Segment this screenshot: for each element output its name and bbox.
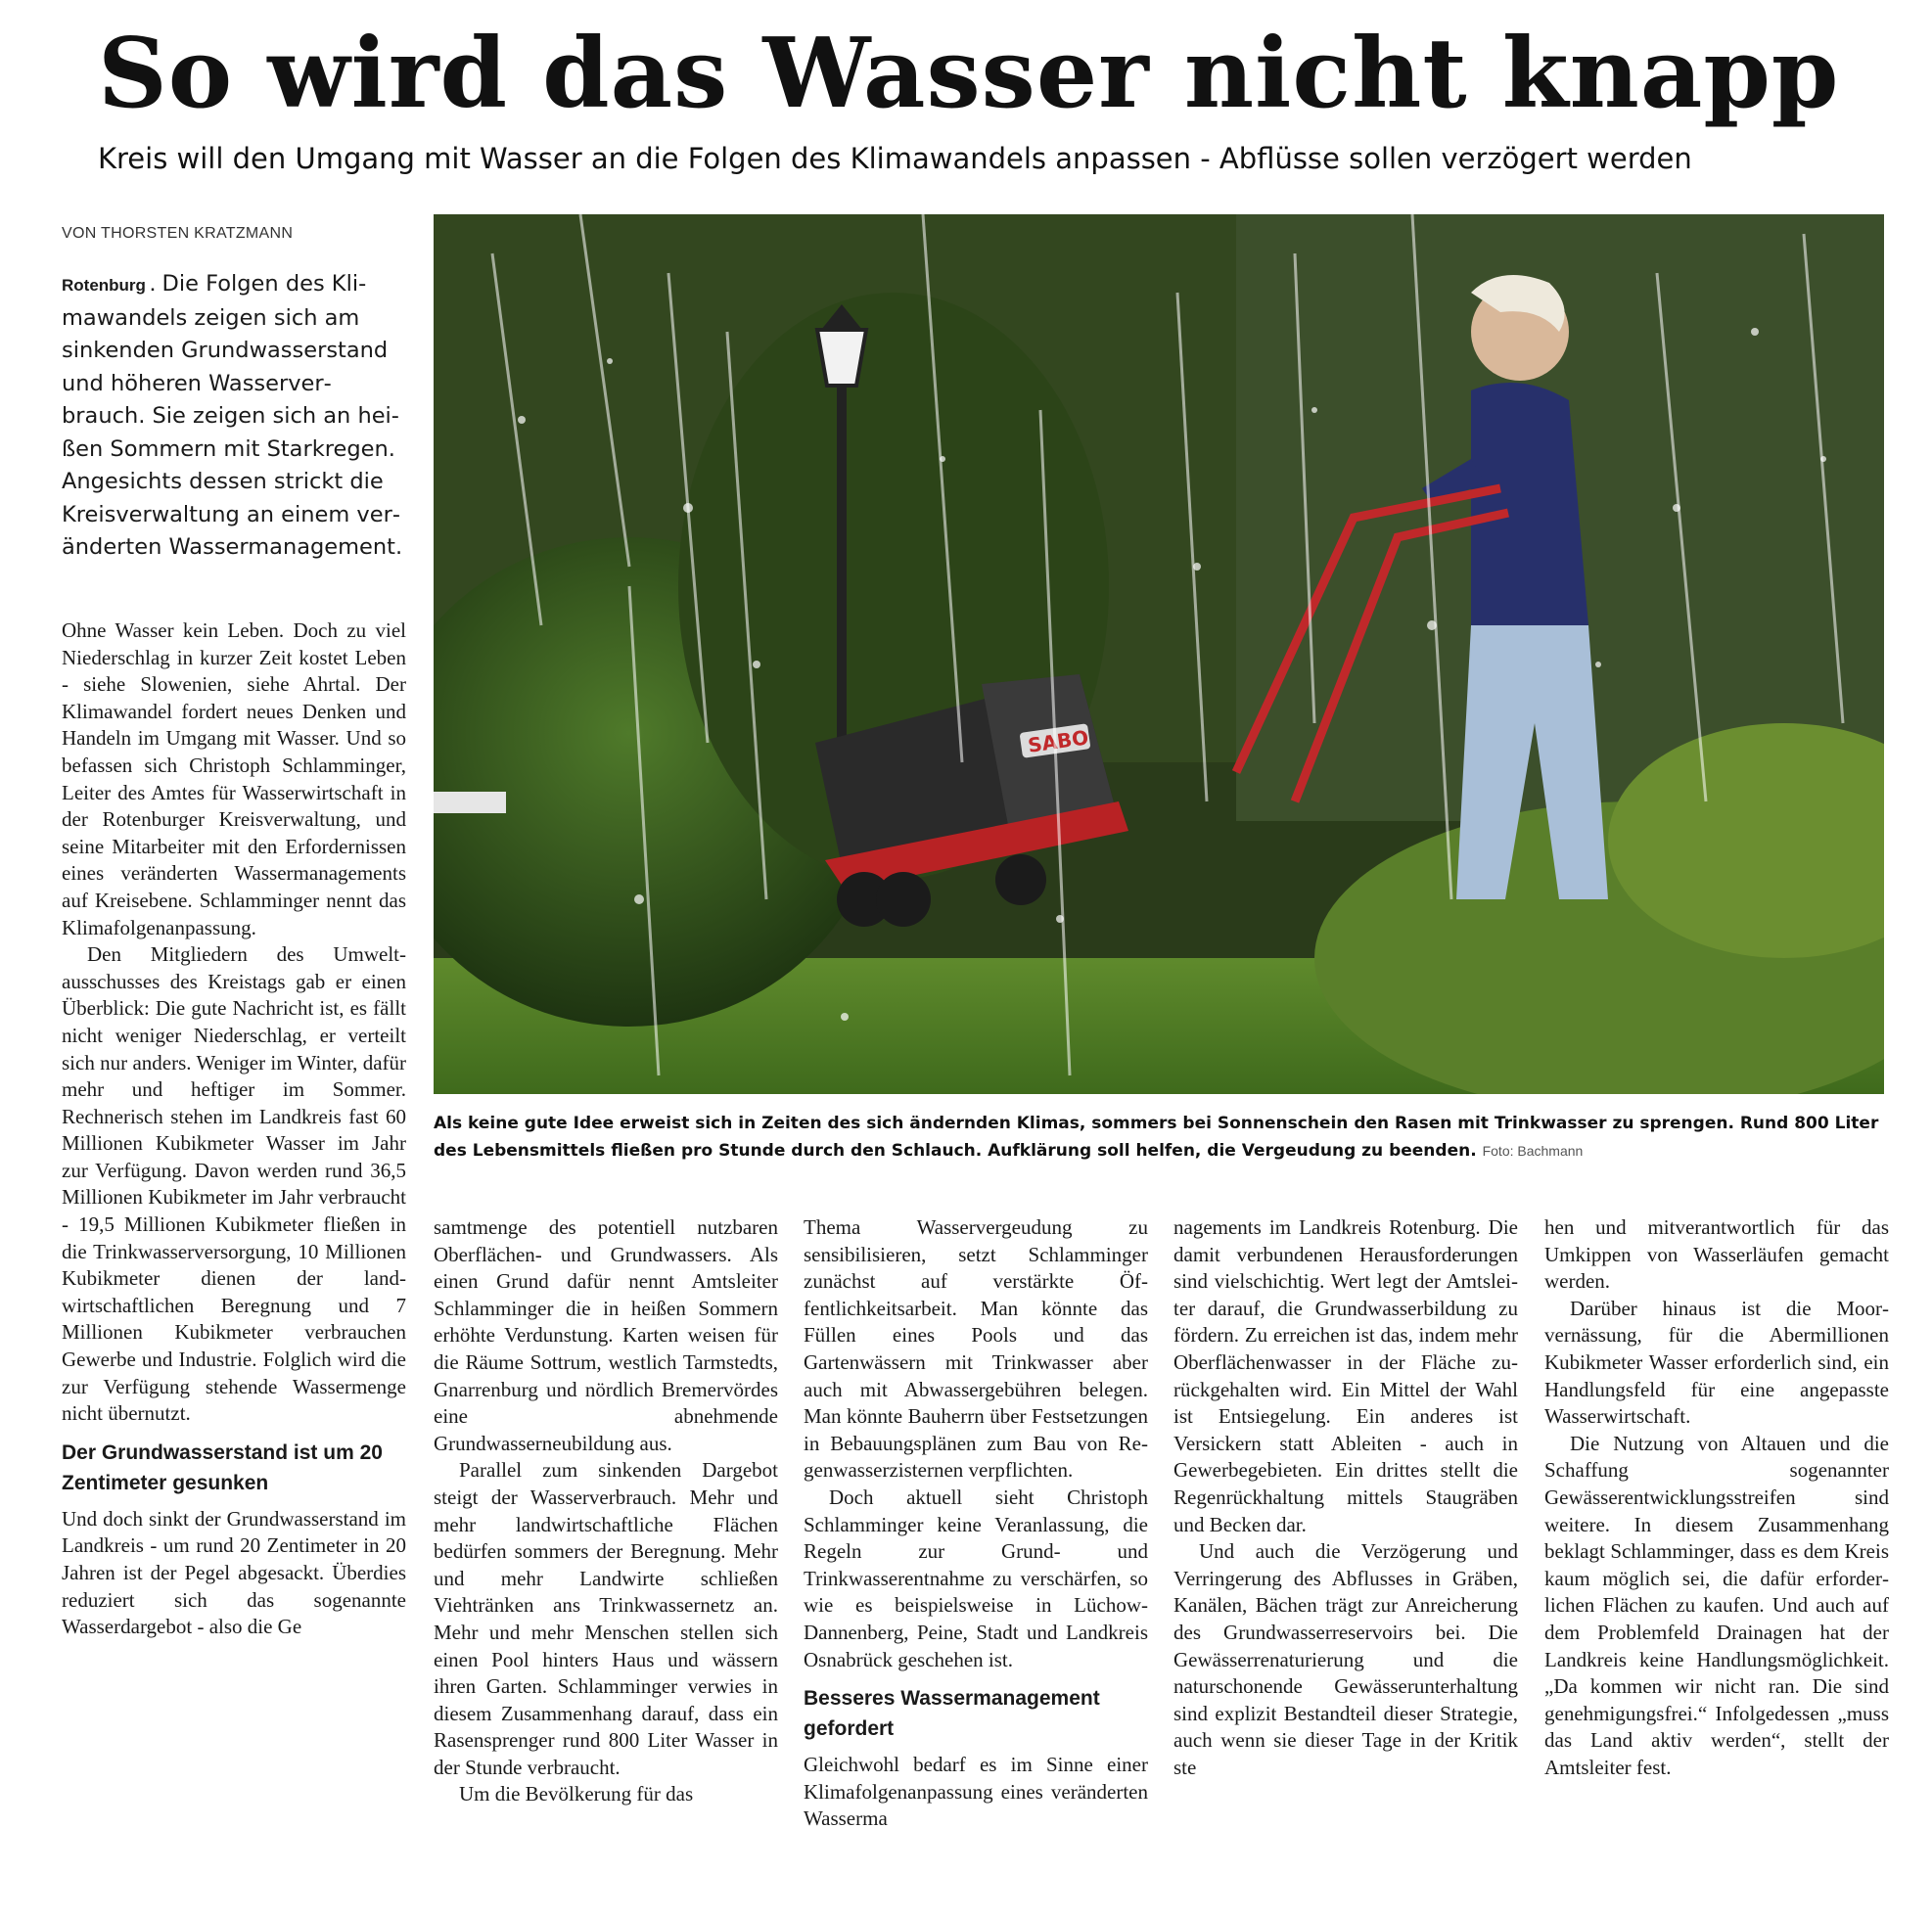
photo-credit: Foto: Bachmann: [1482, 1143, 1584, 1159]
column-4: [1173, 1214, 1518, 1781]
paragraph: Darüber hinaus ist die Moorvernässung, für die Abermillionen Kubikmeter Wasser erforderlich sind, ein Handlungsfeld für eine angepasste Wasserwirtschaft.: [1544, 1296, 1889, 1429]
paragraph: hen und mitverantwortlich für das Umkippen von Wasserläufen gemacht werden.: [1544, 1215, 1889, 1294]
paragraph: nagements im Landkreis Rotenburg. Die damit verbundenen Herausforderungen sind vielschichtig. Wert legt der Amtsleiter darauf, die Grundwasserbildung zu fördern. Zu erreichen ist das, indem mehr Oberflächenwasser in der Fläche zurückgehalten wird. Ein Mittel der Wahl ist Entsiegelung. Ein anderes ist Versickern statt Ableiten - auch in Gewerbegebieten. Ein drittes stellt die Regenrückhaltung mittels Staugräben und Becken dar.: [1173, 1215, 1518, 1536]
column-5: [1544, 1214, 1889, 1781]
byline: VON THORSTEN KRATZMANN: [62, 225, 294, 242]
mower-brand-label: SABO: [1026, 725, 1090, 757]
paragraph: Den Mitgliedern des Umweltausschusses des Kreistags gab er einen Überblick: Die gute Nachricht ist, es fällt nicht weniger Niederschlag, er verteilt sich nur anders. Weniger im Winter, dafür mehr und heftiger im Sommer. Rechnerisch stehen im Landkreis fast 60 Millionen Kubikmeter Wasser im Jahr zur Verfügung. Davon werden rund 36,5 Millionen Kubikmeter im Jahr verbraucht - 19,5 Millionen Kubikmeter fließen in die Trinkwasserversorgung, 10 Millionen Kubikmeter dienen der landwirtschaftlichen Beregnung und 7 Millionen Kubikmeter verbrauchen Gewerbe und Industrie. Folglich wird die zur Verfügung stehende Wassermenge nicht übernutzt.: [62, 942, 406, 1426]
column-2: [434, 1214, 778, 1808]
subheading: Der Grundwasserstand ist um 20 Zentimeter gesunken: [62, 1440, 383, 1494]
paragraph: Und auch die Verzögerung und Verringerung des Abflusses in Gräben, Kanälen, Bächen trägt zur Anreicherung des Grundwasserreservoirs bei. Die Gewässerrenaturierung und die naturschonende Gewässerunterhaltung sind explizit Bestandteil dieser Strategie, auch wenn sie dieser Tage in der Kritik ste: [1173, 1539, 1518, 1779]
lawnmower-photo: [434, 214, 1884, 1094]
subheading: Besseres Wassermanagement gefordert: [804, 1687, 1100, 1741]
paragraph: Ohne Wasser kein Leben. Doch zu viel Niederschlag in kurzer Zeit kostet Leben - siehe Slowenien, siehe Ahrtal. Der Klimawandel fordert neues Denken und Handeln im Umgang mit Wasser. Und so befassen sich Christoph Schlamminger, Leiter des Amtes für Wasserwirtschaft in der Rotenburger Kreisverwaltung, und seine Mitarbeiter mit den Erfordernissen eines veränderten Wassermanagements auf Kreisebene. Schlamminger nennt das Klimafolgenanpassung.: [62, 618, 406, 939]
article-photo: [434, 214, 1884, 1094]
paragraph: Doch aktuell sieht Christoph Schlamminger keine Veranlassung, die Regeln zur Grund- und Trinkwasserentnahme zu verschärfen, so wie es beispielsweise in Lüchow-Dannenberg, Peine, Stadt und Landkreis Osnabrück geschehen ist.: [804, 1485, 1148, 1671]
paragraph: Gleichwohl bedarf es im Sinne einer Klimafolgenanpassung eines veränderten Wasserma: [804, 1753, 1148, 1831]
paragraph: samtmenge des potentiell nutzbaren Oberflächen- und Grundwassers. Als einen Grund dafür nennt Amtsleiter Schlamminger die in heißen Sommern erhöhte Verdunstung. Karten weisen für die Räume Sottrum, westlich Tarmstedts, Gnarrenburg und nördlich Bremervördes eine abnehmende Grundwasserneubildung aus.: [434, 1215, 778, 1455]
paragraph: Thema Wasservergeudung zu sensibilisieren, setzt Schlamminger zunächst auf verstärkte Öffentlichkeitsarbeit. Man könnte das Füllen eines Pools und das Gartenwässern mit Trinkwasser aber auch mit Abwassergebühren belegen. Man könnte Bauherrn über Festsetzungen in Bebauungsplänen zum Bau von Regenwasserzisternen verpflichten.: [804, 1215, 1148, 1483]
paragraph: Und doch sinkt der Grundwasserstand im Landkreis - um rund 20 Zentimeter in 20 Jahren ist der Pegel abgesackt. Überdies reduziert sich das sogenannte Wasserdargebot - also die Ge: [62, 1506, 406, 1639]
caption-text: Als keine gute Idee erweist sich in Zeiten des sich ändernden Klimas, sommers bei Sonnenschein den Rasen mit Trinkwasser zu sprengen. Rund 800 Liter des Lebensmittels fließen pro Stunde durch den Schlauch. Aufklärung soll helfen, die Vergeudung zu beenden.: [434, 1114, 1879, 1161]
paragraph: Um die Bevölkerung für das: [459, 1782, 694, 1806]
headline: So wird das Wasser nicht knapp: [98, 18, 1840, 130]
paragraph: Parallel zum sinkenden Dargebot steigt der Wasserverbrauch. Mehr und mehr landwirtschaftliche Flächen bedürfen sommers der Beregnung. Mehr und mehr Landwirte schließen Viehtränken ans Trinkwassernetz an. Mehr und mehr Menschen stellen sich einen Pool hinters Haus und wässern ihren Garten. Schlamminger verwies in diesem Zusammenhang darauf, dass ein Rasensprenger rund 800 Liter Wasser in der Stunde verbraucht.: [434, 1458, 778, 1779]
subtitle: Kreis will den Umgang mit Wasser an die Folgen des Klimawandels anpassen - Abflüsse sollen verzögert werden: [98, 142, 1692, 175]
paragraph: Die Nutzung von Altauen und die Schaffung sogenannter Gewässerentwicklungsstreifen sind weitere. In diesem Zusammenhang beklagt Schlamminger, dass es dem Kreis kaum möglich sei, die dafür erforderlichen Flächen zu kaufen. Und auch auf dem Problemfeld Drainagen hat der Landkreis keine Handlungsmöglichkeit. „Da kommen wir nicht ran. Die sind genehmigungsfrei.“ Infolgedessen „muss das Land aktiv werden“, stellt der Amtsleiter fest.: [1544, 1431, 1889, 1779]
photo-caption: [434, 1110, 1884, 1165]
column-1: [62, 617, 406, 1641]
lead-paragraph: [62, 268, 404, 565]
column-3: [804, 1214, 1148, 1833]
lead-text: Die Folgen des Klimawandels zeigen sich am sinkenden Grundwasserstand und höheren Wasserverbrauch. Sie zeigen sich an heißen Sommern mit Starkregen. Angesichts dessen strickt die Kreisverwaltung an einem veränderten Wassermanagement.: [62, 271, 403, 560]
dateline: Rotenburg .: [62, 276, 156, 295]
